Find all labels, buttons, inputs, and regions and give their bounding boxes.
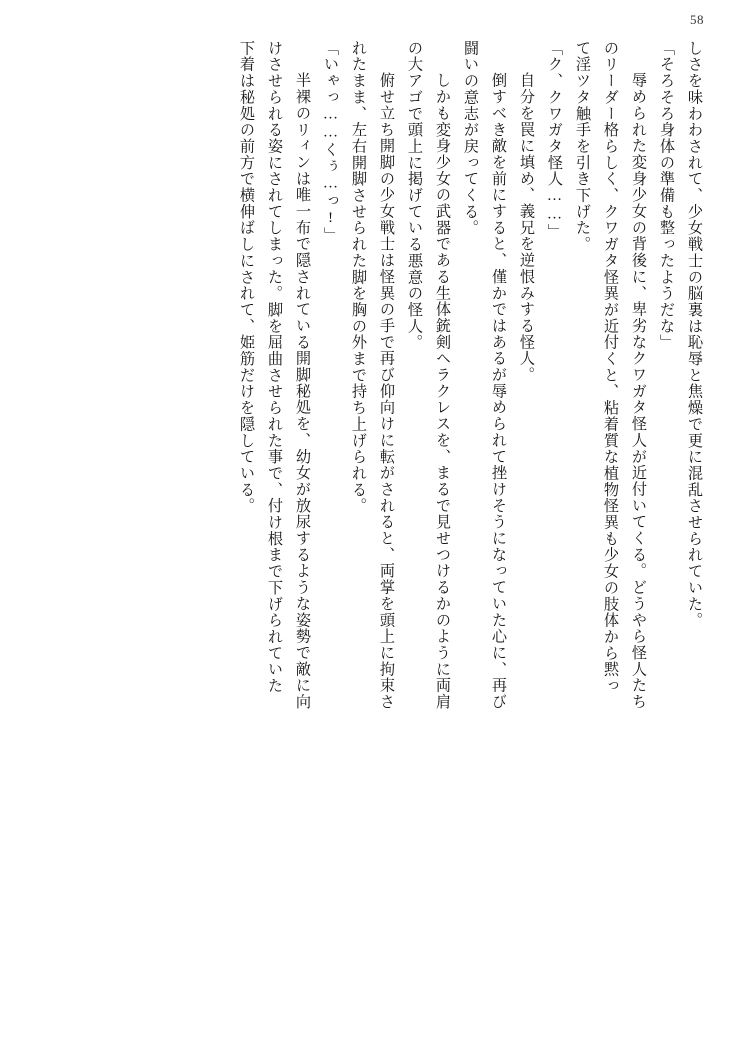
text-column: 「いゃっ……くぅ…っ!」 bbox=[322, 40, 339, 244]
text-column: れたまま、左右開脚させられた脚を胸の外まで持ち上げられる。 bbox=[350, 40, 367, 515]
text-column: 半裸のリィンは唯一布で隠されている開脚秘処を、幼女が放尿するような姿勢で敵に向 bbox=[294, 56, 311, 710]
text-column: のリーダー格らしく、クワガタ怪異が近付くと、粘着質な植物怪異も少女の肢体から黙っ bbox=[602, 40, 619, 694]
text-column: 自分を罠に填め、義兄を逆恨みする怪人。 bbox=[518, 56, 535, 383]
text-column: 倒すべき敵を前にすると、僅かではあるが辱められて挫けそうになっていた心に、再び bbox=[490, 56, 507, 710]
text-column: 辱められた変身少女の背後に、卑劣なクワガタ怪人が近付いてくる。どうやら怪人たち bbox=[630, 56, 647, 710]
text-column: 俯せ立ち開脚の少女戦士は怪異の手で再び仰向けに転がされると、両掌を頭上に拘束さ bbox=[378, 56, 395, 710]
vertical-text-body bbox=[40, 40, 702, 1008]
text-column: けさせられる姿にされてしまった。脚を屈曲させられた事で、付け根まで下げられていた bbox=[266, 40, 283, 694]
text-column: の大アゴで頭上に掲げている悪意の怪人。 bbox=[406, 40, 423, 351]
text-column: て淫ツタ触手を引き下げた。 bbox=[574, 40, 591, 253]
text-column: しさを味わわされて、少女戦士の脳裏は恥辱と焦燥で更に混乱させられていた。 bbox=[686, 40, 703, 629]
text-column: しかも変身少女の武器である生体銃剣ヘラクレスを、まるで見せつけるかのように両肩 bbox=[434, 56, 451, 710]
text-column: 下着は秘処の前方で横伸ばしにされて、姫筋だけを隠している。 bbox=[238, 40, 255, 515]
page-number: 58 bbox=[690, 12, 704, 27]
text-column: 闘いの意志が戻ってくる。 bbox=[462, 40, 479, 237]
text-column: 「そろそろ身体の準備も整ったようだな」 bbox=[658, 40, 675, 351]
text-column: 「ク、クワガタ怪人……」 bbox=[546, 40, 563, 240]
